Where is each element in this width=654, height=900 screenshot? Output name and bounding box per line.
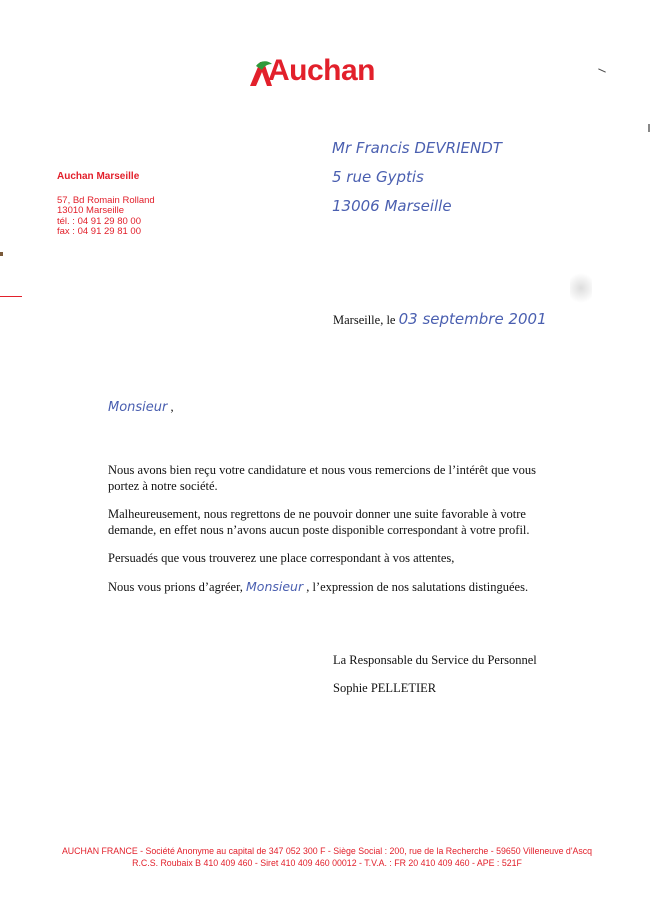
- sender-address-line1: 57, Bd Romain Rolland: [57, 194, 155, 206]
- brand-name: Auchan: [268, 54, 376, 87]
- paragraph-closing: [108, 579, 556, 595]
- paragraph-3: Persuadés que vous trouverez une place correspondant à vos attentes,: [108, 551, 455, 565]
- date-handwritten: 03 septembre 2001: [398, 310, 547, 328]
- legal-footer: [0, 846, 654, 869]
- recipient-line2: 5 rue Gyptis: [332, 168, 424, 186]
- salutation-handwritten: Monsieur: [108, 400, 168, 415]
- scan-speck: [648, 124, 650, 132]
- paragraph-1: Nous avons bien reçu votre candidature et nous vous remercions de l’intérêt que vous portez à notre société.: [108, 463, 536, 493]
- salutation: [108, 400, 174, 415]
- sender-company: Auchan Marseille: [57, 171, 140, 182]
- closing-after: , l’expression de nos salutations distinguées.: [303, 580, 529, 594]
- scan-speck: [598, 68, 606, 72]
- footer-line2: R.C.S. Roubaix B 410 409 460 - Siret 410 409 460 00012 - T.V.A. : FR 20 410 409 460 - APE : 521F: [132, 857, 522, 868]
- paragraph-2: Malheureusement, nous regrettons de ne pouvoir donner une suite favorable à votre demande, en effet nous n’avons aucun poste disponible correspondant à votre profil.: [108, 507, 530, 537]
- signature-title: La Responsable du Service du Personnel: [333, 653, 537, 667]
- recipient-block: [332, 134, 502, 221]
- scan-speck: [0, 252, 3, 256]
- sender-address-line2: 13010 Marseille: [57, 205, 125, 216]
- recipient-line1: Mr Francis DEVRIENDT: [332, 139, 502, 157]
- footer-line1: AUCHAN FRANCE - Société Anonyme au capital de 347 052 300 F - Siège Social : 200, rue de la Recherche - 59650 Villeneuve d'Ascq: [61, 846, 593, 856]
- salutation-suffix: ,: [167, 400, 174, 414]
- date-line: [333, 310, 547, 328]
- recipient-line3: 13006 Marseille: [332, 197, 452, 215]
- date-prefix: Marseille, le: [333, 313, 396, 327]
- sender-block: [57, 172, 155, 238]
- closing-handwritten: Monsieur: [246, 579, 304, 594]
- sender-fax: fax : 04 91 29 81 00: [57, 226, 141, 237]
- sender-phone: tél. : 04 91 29 80 00: [57, 215, 141, 227]
- scan-smudge: [570, 270, 592, 306]
- closing-before: Nous vous prions d’agréer,: [108, 580, 247, 594]
- signature-name: Sophie PELLETIER: [333, 681, 437, 695]
- fold-mark: [0, 296, 22, 297]
- auchan-logo: [248, 56, 390, 90]
